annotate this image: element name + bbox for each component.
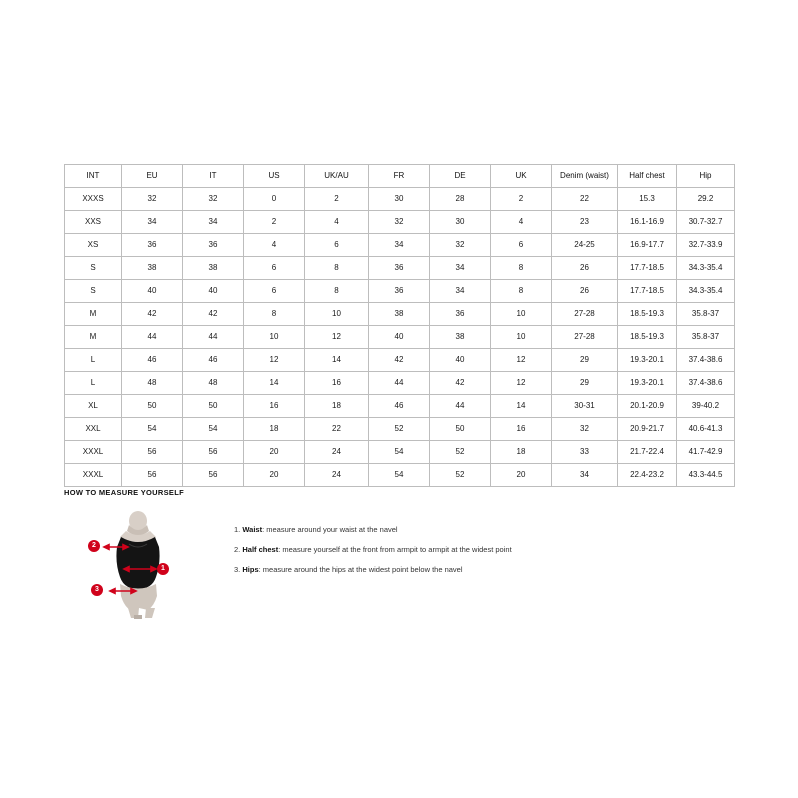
table-cell: 0 bbox=[244, 188, 305, 211]
table-cell: 44 bbox=[430, 395, 491, 418]
table-cell: 2 bbox=[491, 188, 552, 211]
table-cell: 16 bbox=[244, 395, 305, 418]
table-row bbox=[65, 418, 735, 441]
table-cell: 16.1-16.9 bbox=[618, 211, 677, 234]
table-cell: 34.3-35.4 bbox=[677, 257, 735, 280]
table-cell: 6 bbox=[305, 234, 369, 257]
table-cell: 8 bbox=[305, 280, 369, 303]
table-cell: 30 bbox=[369, 188, 430, 211]
measure-note-label: Hips bbox=[242, 565, 259, 575]
size-label-cell: XXL bbox=[65, 418, 122, 441]
table-cell: 54 bbox=[183, 418, 244, 441]
table-cell: 12 bbox=[305, 326, 369, 349]
table-cell: 16 bbox=[491, 418, 552, 441]
table-cell: 32 bbox=[183, 188, 244, 211]
table-cell: 37.4-38.6 bbox=[677, 349, 735, 372]
table-cell: 40 bbox=[183, 280, 244, 303]
size-conversion-table bbox=[64, 164, 735, 487]
table-header-cell: Half chest bbox=[618, 165, 677, 188]
table-cell: 14 bbox=[244, 372, 305, 395]
table-header-cell: UK bbox=[491, 165, 552, 188]
table-cell: 24-25 bbox=[552, 234, 618, 257]
badge-half-chest: 2 bbox=[88, 540, 100, 552]
table-body bbox=[65, 188, 735, 487]
table-cell: 2 bbox=[305, 188, 369, 211]
how-to-measure-section bbox=[64, 488, 734, 621]
measure-note-number: 2. bbox=[234, 545, 241, 555]
table-cell: 38 bbox=[430, 326, 491, 349]
measure-note-number: 1. bbox=[234, 525, 241, 534]
measure-note bbox=[234, 565, 512, 575]
table-cell: 36 bbox=[430, 303, 491, 326]
table-cell: 34 bbox=[430, 257, 491, 280]
table-cell: 20 bbox=[244, 441, 305, 464]
table-cell: 43.3-44.5 bbox=[677, 464, 735, 487]
table-row bbox=[65, 326, 735, 349]
table-header-cell: DE bbox=[430, 165, 491, 188]
table-cell: 34 bbox=[183, 211, 244, 234]
table-header-cell: IT bbox=[183, 165, 244, 188]
how-to-measure-body bbox=[64, 511, 734, 621]
table-cell: 46 bbox=[183, 349, 244, 372]
table-cell: 42 bbox=[430, 372, 491, 395]
mannequin-figure bbox=[90, 511, 220, 621]
table-row bbox=[65, 257, 735, 280]
table-row bbox=[65, 441, 735, 464]
table-cell: 37.4-38.6 bbox=[677, 372, 735, 395]
size-table-container bbox=[64, 164, 734, 487]
table-cell: 29.2 bbox=[677, 188, 735, 211]
table-cell: 50 bbox=[183, 395, 244, 418]
table-cell: 56 bbox=[183, 441, 244, 464]
table-cell: 26 bbox=[552, 280, 618, 303]
table-cell: 46 bbox=[122, 349, 183, 372]
table-cell: 50 bbox=[430, 418, 491, 441]
table-cell: 12 bbox=[491, 349, 552, 372]
table-cell: 36 bbox=[369, 280, 430, 303]
table-cell: 20 bbox=[244, 464, 305, 487]
size-label-cell: S bbox=[65, 257, 122, 280]
table-cell: 56 bbox=[183, 464, 244, 487]
size-label-cell: L bbox=[65, 349, 122, 372]
table-cell: 10 bbox=[491, 326, 552, 349]
table-cell: 34 bbox=[369, 234, 430, 257]
table-cell: 40.6-41.3 bbox=[677, 418, 735, 441]
table-cell: 33 bbox=[552, 441, 618, 464]
table-cell: 18.5-19.3 bbox=[618, 326, 677, 349]
table-cell: 34 bbox=[430, 280, 491, 303]
table-cell: 54 bbox=[122, 418, 183, 441]
mannequin-illustration-icon bbox=[90, 511, 220, 621]
table-cell: 32 bbox=[430, 234, 491, 257]
table-cell: 8 bbox=[491, 280, 552, 303]
table-cell: 44 bbox=[183, 326, 244, 349]
table-cell: 23 bbox=[552, 211, 618, 234]
measure-notes-list bbox=[234, 511, 512, 585]
table-row bbox=[65, 303, 735, 326]
table-cell: 34.3-35.4 bbox=[677, 280, 735, 303]
size-label-cell: S bbox=[65, 280, 122, 303]
table-cell: 32 bbox=[122, 188, 183, 211]
table-cell: 19.3-20.1 bbox=[618, 349, 677, 372]
how-to-measure-title: HOW TO MEASURE YOURSELF bbox=[64, 488, 184, 497]
table-cell: 38 bbox=[183, 257, 244, 280]
table-cell: 29 bbox=[552, 372, 618, 395]
measure-note-text: : measure around the hips at the widest point below the navel bbox=[258, 565, 463, 575]
table-cell: 39-40.2 bbox=[677, 395, 735, 418]
table-cell: 24 bbox=[305, 464, 369, 487]
table-cell: 16.9-17.7 bbox=[618, 234, 677, 257]
table-cell: 40 bbox=[122, 280, 183, 303]
measure-note-number: 3. bbox=[234, 565, 241, 575]
size-label-cell: M bbox=[65, 303, 122, 326]
table-cell: 40 bbox=[430, 349, 491, 372]
table-cell: 32 bbox=[552, 418, 618, 441]
table-row bbox=[65, 280, 735, 303]
table-cell: 10 bbox=[244, 326, 305, 349]
table-cell: 12 bbox=[491, 372, 552, 395]
table-row bbox=[65, 464, 735, 487]
table-row bbox=[65, 211, 735, 234]
table-cell: 28 bbox=[430, 188, 491, 211]
table-cell: 41.7-42.9 bbox=[677, 441, 735, 464]
table-header-cell: Denim (waist) bbox=[552, 165, 618, 188]
table-cell: 4 bbox=[491, 211, 552, 234]
table-cell: 6 bbox=[491, 234, 552, 257]
table-cell: 18 bbox=[244, 418, 305, 441]
table-cell: 32 bbox=[369, 211, 430, 234]
table-cell: 38 bbox=[122, 257, 183, 280]
measure-note bbox=[234, 545, 512, 555]
table-cell: 18.5-19.3 bbox=[618, 303, 677, 326]
table-cell: 10 bbox=[491, 303, 552, 326]
table-cell: 6 bbox=[244, 280, 305, 303]
table-cell: 50 bbox=[122, 395, 183, 418]
size-label-cell: XXXL bbox=[65, 441, 122, 464]
table-cell: 22 bbox=[305, 418, 369, 441]
table-cell: 42 bbox=[122, 303, 183, 326]
size-label-cell: XXXL bbox=[65, 464, 122, 487]
size-label-cell: L bbox=[65, 372, 122, 395]
table-cell: 4 bbox=[305, 211, 369, 234]
size-label-cell: XL bbox=[65, 395, 122, 418]
table-cell: 20 bbox=[491, 464, 552, 487]
table-row bbox=[65, 372, 735, 395]
table-cell: 42 bbox=[183, 303, 244, 326]
table-cell: 52 bbox=[430, 464, 491, 487]
table-cell: 20.9-21.7 bbox=[618, 418, 677, 441]
table-header-cell: UK/AU bbox=[305, 165, 369, 188]
table-header-cell: Hip bbox=[677, 165, 735, 188]
table-cell: 22 bbox=[552, 188, 618, 211]
table-cell: 19.3-20.1 bbox=[618, 372, 677, 395]
table-header-cell: EU bbox=[122, 165, 183, 188]
table-cell: 52 bbox=[369, 418, 430, 441]
table-cell: 36 bbox=[369, 257, 430, 280]
table-cell: 56 bbox=[122, 441, 183, 464]
table-cell: 6 bbox=[244, 257, 305, 280]
table-cell: 38 bbox=[369, 303, 430, 326]
table-cell: 54 bbox=[369, 464, 430, 487]
badge-hips: 3 bbox=[91, 584, 103, 596]
table-row bbox=[65, 234, 735, 257]
table-cell: 30 bbox=[430, 211, 491, 234]
table-cell: 29 bbox=[552, 349, 618, 372]
table-cell: 52 bbox=[430, 441, 491, 464]
table-row bbox=[65, 349, 735, 372]
measure-note-label: Half chest bbox=[242, 545, 279, 555]
badge-waist: 1 bbox=[157, 563, 169, 575]
table-cell: 27-28 bbox=[552, 326, 618, 349]
table-cell: 48 bbox=[122, 372, 183, 395]
table-cell: 14 bbox=[491, 395, 552, 418]
table-cell: 35.8-37 bbox=[677, 326, 735, 349]
table-cell: 8 bbox=[305, 257, 369, 280]
table-cell: 32.7-33.9 bbox=[677, 234, 735, 257]
table-cell: 30-31 bbox=[552, 395, 618, 418]
table-cell: 34 bbox=[552, 464, 618, 487]
table-cell: 22.4-23.2 bbox=[618, 464, 677, 487]
table-cell: 16 bbox=[305, 372, 369, 395]
size-label-cell: M bbox=[65, 326, 122, 349]
measure-note-text: : measure yourself at the front from armpit to armpit at the widest point bbox=[278, 545, 512, 555]
table-cell: 15.3 bbox=[618, 188, 677, 211]
table-row bbox=[65, 395, 735, 418]
size-label-cell: XXXS bbox=[65, 188, 122, 211]
table-cell: 8 bbox=[244, 303, 305, 326]
size-label-cell: XXS bbox=[65, 211, 122, 234]
table-header-cell: FR bbox=[369, 165, 430, 188]
table-cell: 14 bbox=[305, 349, 369, 372]
table-cell: 17.7-18.5 bbox=[618, 257, 677, 280]
table-cell: 20.1-20.9 bbox=[618, 395, 677, 418]
table-cell: 26 bbox=[552, 257, 618, 280]
table-cell: 46 bbox=[369, 395, 430, 418]
table-cell: 30.7-32.7 bbox=[677, 211, 735, 234]
table-cell: 24 bbox=[305, 441, 369, 464]
table-cell: 12 bbox=[244, 349, 305, 372]
measure-note-label: Waist bbox=[242, 525, 263, 534]
table-cell: 18 bbox=[305, 395, 369, 418]
table-cell: 27-28 bbox=[552, 303, 618, 326]
table-cell: 17.7-18.5 bbox=[618, 280, 677, 303]
size-label-cell: XS bbox=[65, 234, 122, 257]
table-cell: 18 bbox=[491, 441, 552, 464]
table-header-cell: US bbox=[244, 165, 305, 188]
table-cell: 10 bbox=[305, 303, 369, 326]
table-cell: 54 bbox=[369, 441, 430, 464]
table-cell: 21.7-22.4 bbox=[618, 441, 677, 464]
measure-note-text: : measure around your waist at the navel bbox=[262, 525, 398, 534]
table-cell: 44 bbox=[122, 326, 183, 349]
measure-note bbox=[234, 525, 512, 535]
table-cell: 35.8-37 bbox=[677, 303, 735, 326]
table-cell: 2 bbox=[244, 211, 305, 234]
table-cell: 56 bbox=[122, 464, 183, 487]
table-header-cell: INT bbox=[65, 165, 122, 188]
table-cell: 4 bbox=[244, 234, 305, 257]
table-cell: 34 bbox=[122, 211, 183, 234]
table-row bbox=[65, 188, 735, 211]
table-cell: 36 bbox=[183, 234, 244, 257]
table-header-row bbox=[65, 165, 735, 188]
table-cell: 40 bbox=[369, 326, 430, 349]
table-cell: 42 bbox=[369, 349, 430, 372]
table-cell: 36 bbox=[122, 234, 183, 257]
table-cell: 44 bbox=[369, 372, 430, 395]
table-cell: 48 bbox=[183, 372, 244, 395]
table-cell: 8 bbox=[491, 257, 552, 280]
